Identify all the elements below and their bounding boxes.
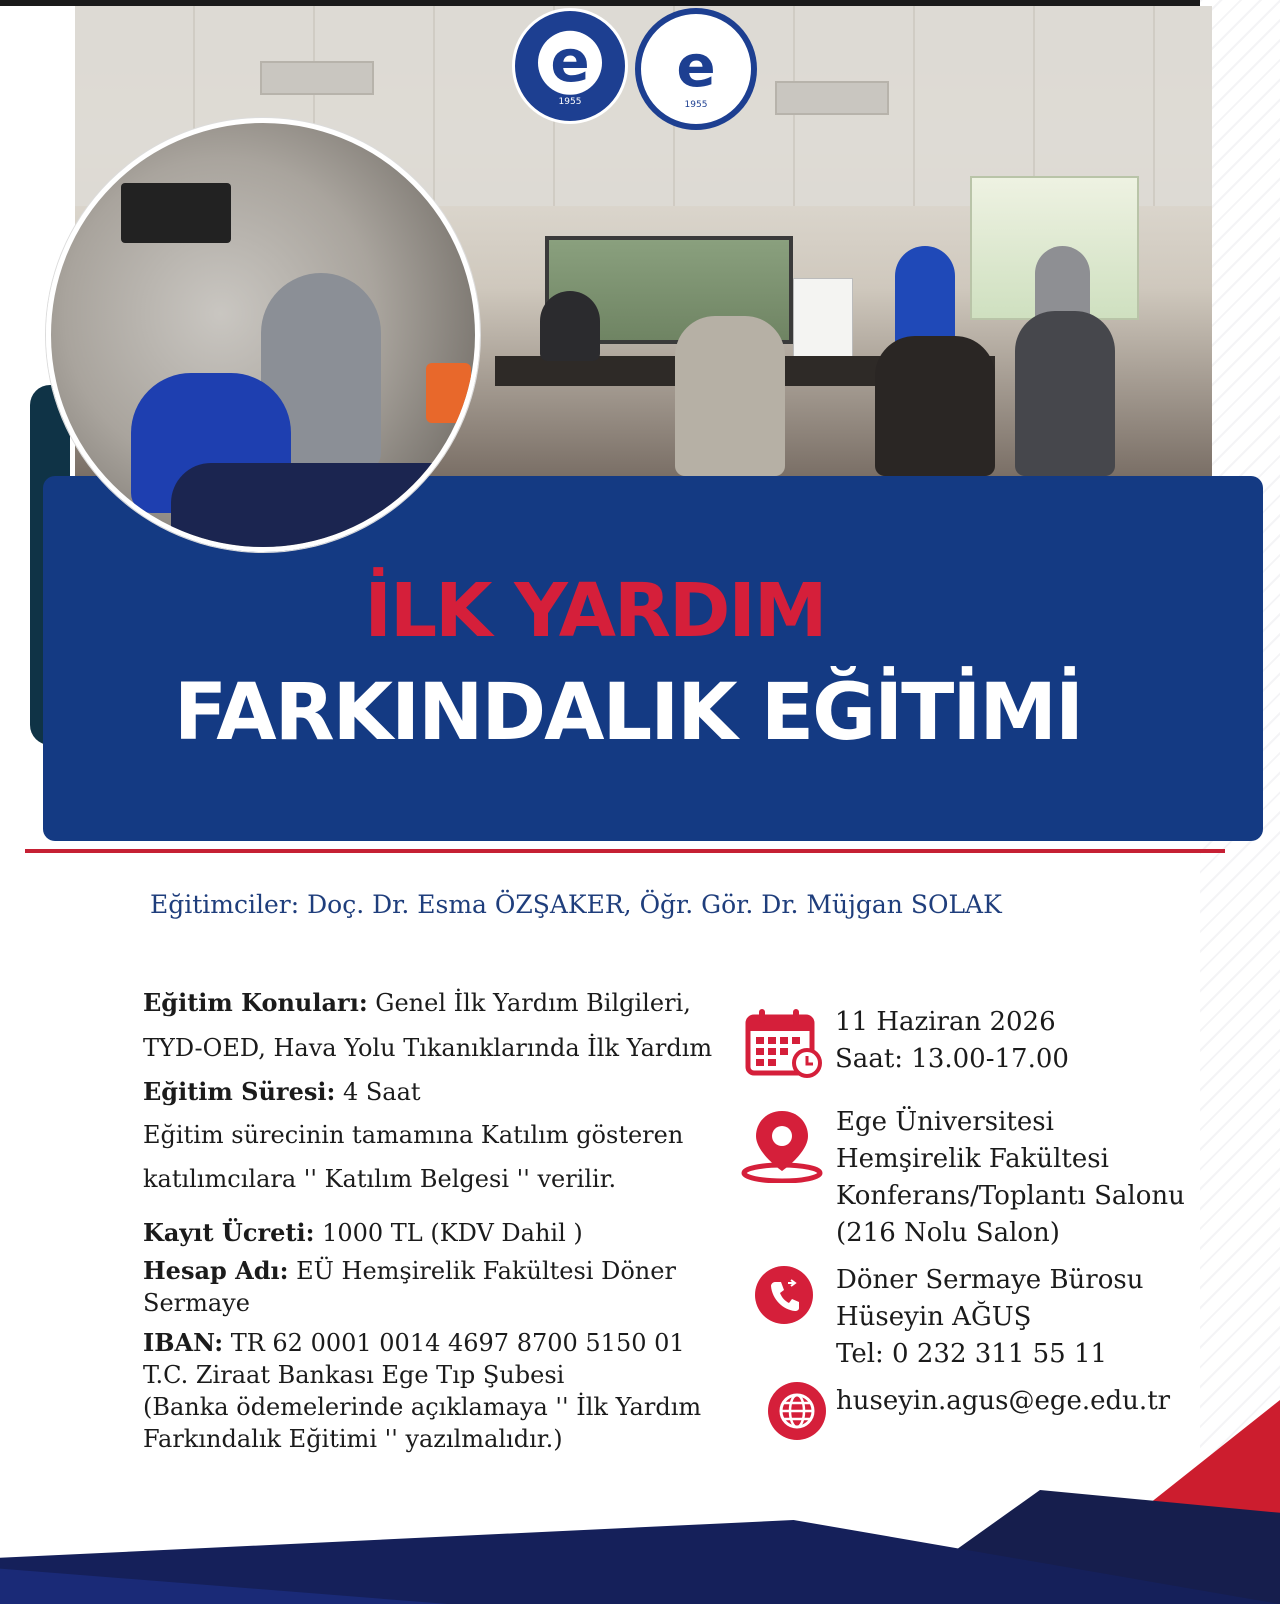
globe-icon [768, 1382, 826, 1440]
event-date: 11 Haziran 2026 [835, 1007, 1056, 1037]
location-line-3: Konferans/Toplantı Salonu [836, 1181, 1185, 1211]
bank-note: (Banka ödemelerinde açıklamaya '' İlk Yardım Farkındalık Eğitimi '' yazılmalıdır.) [143, 1393, 702, 1453]
event-time: Saat: 13.00-17.00 [835, 1044, 1069, 1074]
divider-line [25, 849, 1225, 853]
location-line-2: Hemşirelik Fakültesi [836, 1144, 1109, 1174]
location-pin-icon [740, 1107, 824, 1183]
iban: IBAN: TR 62 0001 0014 4697 8700 5150 01 [143, 1328, 685, 1357]
topics: Eğitim Konuları: Genel İlk Yardım Bilgileri, TYD-OED, Hava Yolu Tıkanıklarında İlk Yardım [143, 988, 713, 1062]
contact-person: Hüseyin AĞUŞ [836, 1302, 1032, 1332]
first-aid-practice-photo [46, 118, 480, 552]
fee: Kayıt Ücreti: 1000 TL (KDV Dahil ) [143, 1218, 583, 1247]
email-text[interactable] [836, 1383, 1170, 1420]
certificate-note: Eğitim sürecinin tamamına Katılım gösteren katılımcılara '' Katılım Belgesi '' verilir. [143, 1121, 684, 1193]
calendar-icon [745, 1007, 823, 1079]
title-line-1: İLK YARDIM [364, 568, 826, 654]
duration: Eğitim Süresi: 4 Saat [143, 1077, 421, 1106]
email-address[interactable]: huseyin.agus@ege.edu.tr [836, 1386, 1171, 1416]
nursing-faculty-logo: e 1955 [635, 8, 757, 130]
ege-university-logo: e 1955 [512, 8, 628, 124]
trainers-line: Eğitimciler: Doç. Dr. Esma ÖZŞAKER, Öğr. Gör. Dr. Müjgan SOLAK [150, 890, 1002, 919]
event-datetime [835, 1004, 1069, 1078]
contact-text [836, 1262, 1143, 1373]
training-details [143, 980, 723, 1455]
contact-phone: Tel: 0 232 311 55 11 [836, 1339, 1108, 1369]
phone-icon [755, 1266, 813, 1324]
title-line-2: FARKINDALIK EĞİTİMİ [173, 668, 1083, 758]
contact-office: Döner Sermaye Bürosu [836, 1265, 1144, 1295]
account-name: Hesap Adı: EÜ Hemşirelik Fakültesi Döner Sermaye [143, 1256, 676, 1317]
location-line-1: Ege Üniversitesi [836, 1107, 1054, 1137]
bank-name: T.C. Ziraat Bankası Ege Tıp Şubesi [143, 1361, 565, 1389]
location-text [836, 1104, 1185, 1252]
location-line-4: (216 Nolu Salon) [836, 1218, 1060, 1248]
